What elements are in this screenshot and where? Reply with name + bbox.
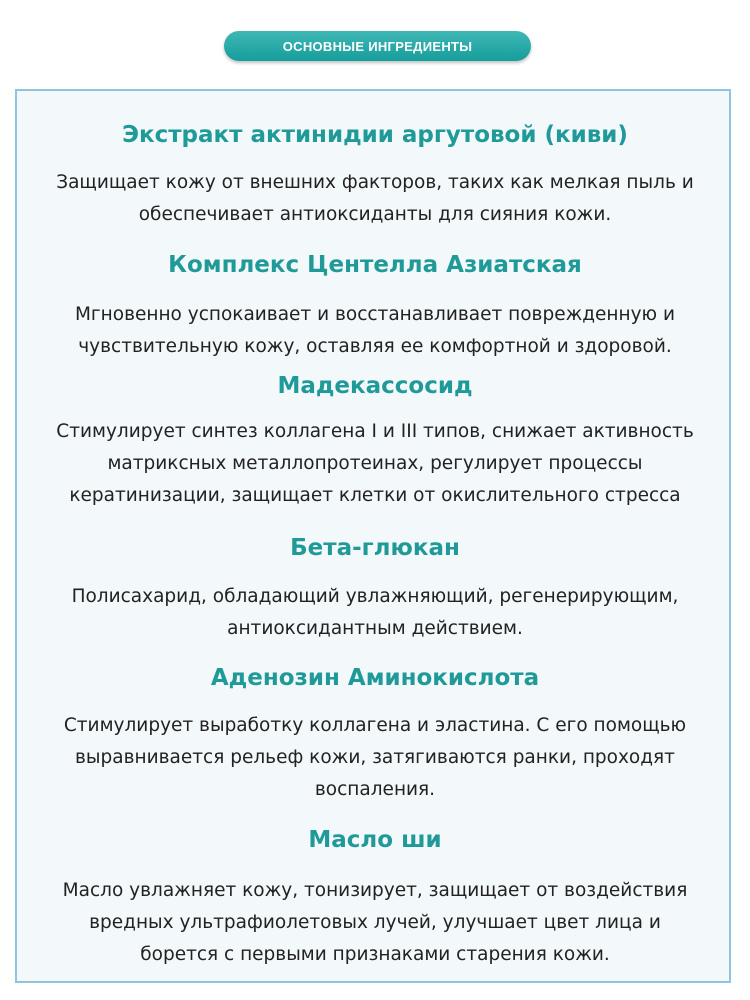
- section-title: ОСНОВНЫЕ ИНГРЕДИЕНТЫ: [282, 38, 473, 54]
- section-title-badge: [224, 31, 531, 61]
- description-line: обеспечивает антиоксиданты для сияния кожи.: [138, 204, 612, 225]
- description-line: Защищает кожу от внешних факторов, таких как мелкая пыль и: [56, 172, 694, 193]
- ingredient-description: [30, 416, 720, 512]
- ingredients-panel: [15, 89, 731, 983]
- description-line: Мгновенно успокаивает и восстанавливает поврежденную и: [74, 304, 676, 325]
- description-line: воспаления.: [314, 779, 436, 800]
- description-line: Полисахарид, обладающий увлажняющий, регенерирующим,: [71, 586, 679, 607]
- ingredient-shea-butter: [17, 825, 733, 971]
- ingredient-description: [30, 710, 720, 806]
- ingredient-description: [30, 581, 720, 645]
- description-line: выравнивается рельеф кожи, затягиваются ранки, проходят: [75, 747, 675, 768]
- description-line: чувствительную кожу, оставляя ее комфортной и здоровой.: [78, 336, 672, 357]
- ingredient-description: [30, 167, 720, 231]
- ingredient-adenosine: [17, 663, 733, 806]
- ingredient-kiwi: [17, 120, 733, 231]
- ingredient-name: Экстракт актинидии аргутовой (киви): [122, 122, 628, 148]
- ingredient-name: Масло ши: [308, 827, 442, 853]
- ingredient-name: Аденозин Аминокислота: [210, 665, 540, 691]
- ingredient-name: Мадекассосид: [277, 373, 473, 399]
- description-line: кератинизации, защищает клетки от окислительного стресса: [69, 485, 681, 506]
- ingredient-name: Комплекс Центелла Азиатская: [168, 252, 582, 278]
- description-line: вредных ультрафиолетовых лучей, улучшает цвет лица и: [89, 912, 661, 933]
- ingredient-centella: [17, 250, 733, 363]
- ingredient-beta-glucan: [17, 533, 733, 645]
- ingredient-name: Бета-глюкан: [290, 535, 460, 561]
- ingredient-description: [30, 875, 720, 971]
- description-line: антиоксидантным действием.: [227, 618, 523, 639]
- description-line: Стимулирует синтез коллагена I и III типов, снижает активность: [56, 421, 694, 442]
- description-line: Масло увлажняет кожу, тонизирует, защищает от воздействия: [62, 880, 688, 901]
- ingredient-description: [30, 299, 720, 363]
- description-line: Стимулирует выработку коллагена и эластина. С его помощью: [63, 715, 687, 736]
- ingredient-madecassoside: [17, 371, 733, 512]
- description-line: матриксных металлопротеинах, регулирует процессы: [107, 453, 643, 474]
- description-line: борется с первыми признаками старения кожи.: [140, 944, 610, 965]
